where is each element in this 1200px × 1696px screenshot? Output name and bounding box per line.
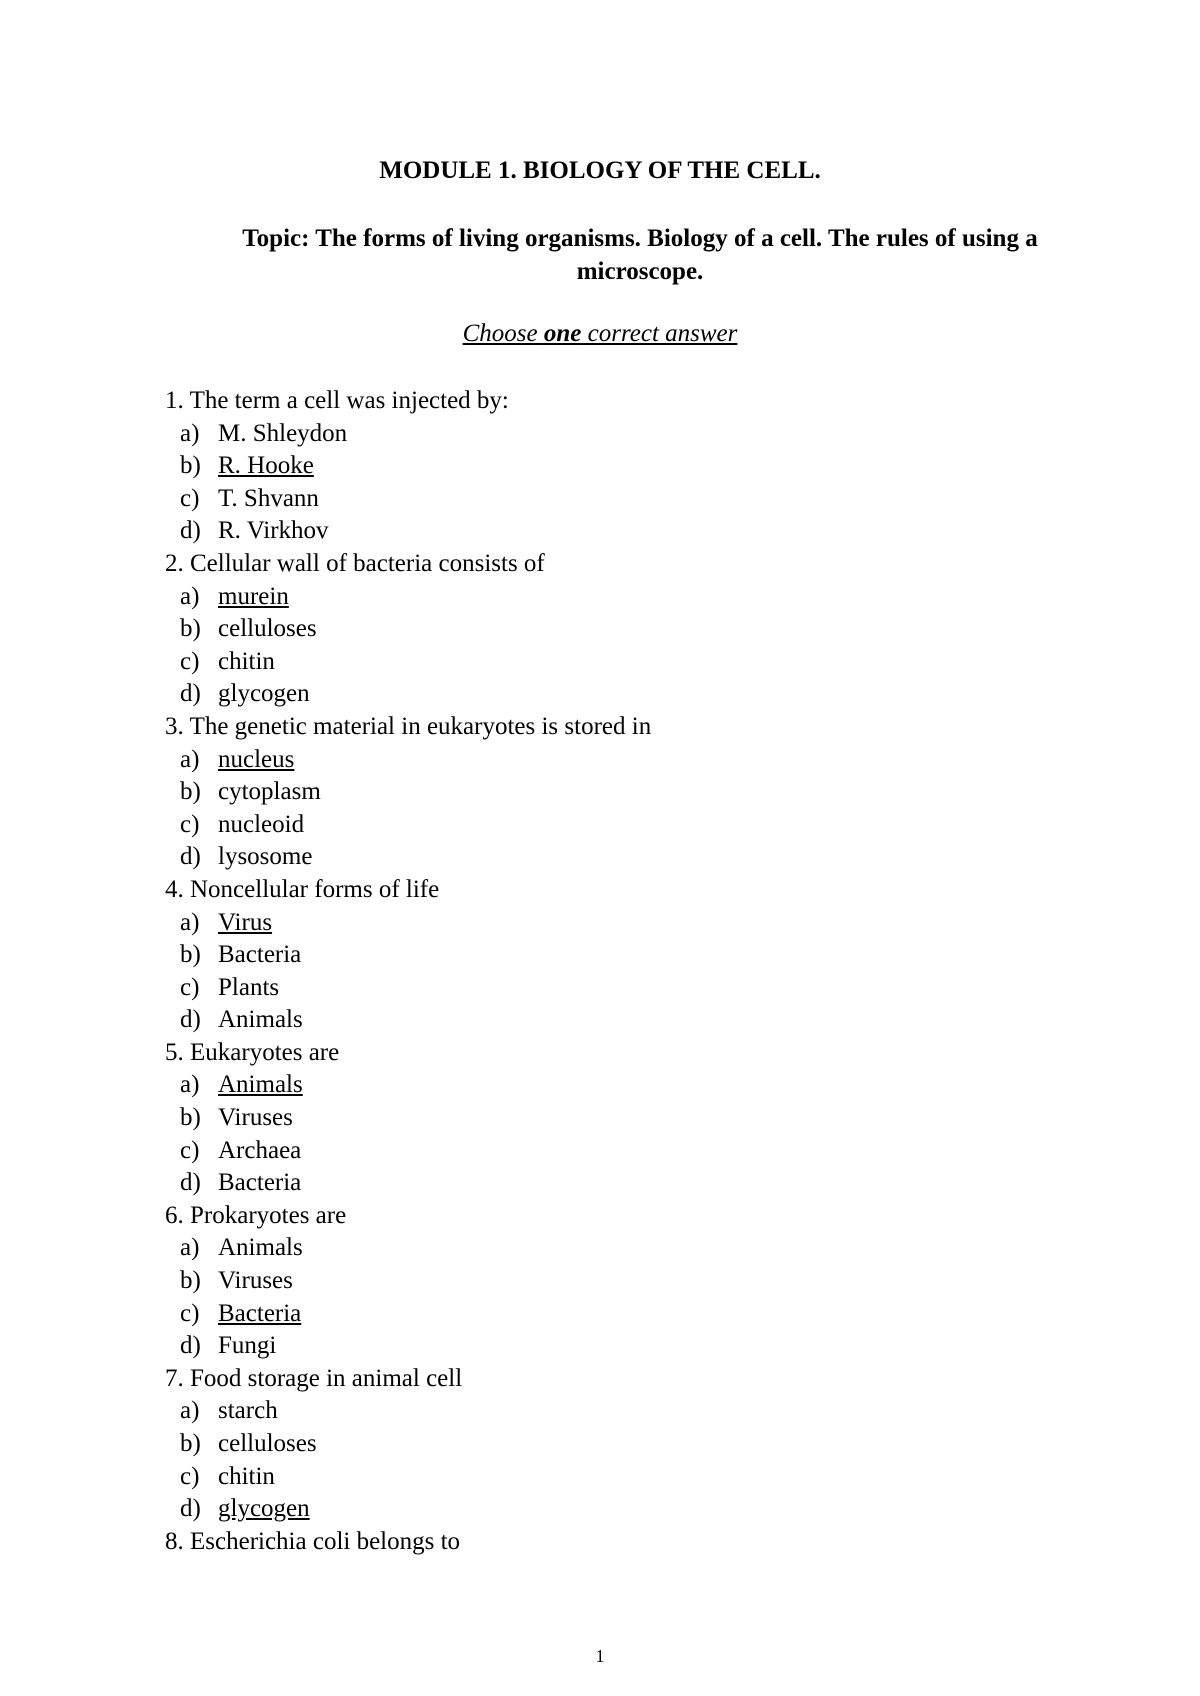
question-number: 1.: [165, 387, 184, 414]
correct-answer-text: Virus: [218, 908, 273, 936]
option-text: Plants: [218, 973, 280, 1001]
option-text: Viruses: [218, 1267, 293, 1295]
option-text: starch: [218, 1397, 278, 1425]
question-text: Eukaryotes are: [190, 1038, 340, 1066]
answer-option: [165, 450, 1065, 483]
answer-option: [165, 646, 1065, 679]
question-1: [165, 385, 1065, 418]
answer-option: [165, 1102, 1065, 1135]
option-letter: b): [180, 941, 201, 969]
instruction-text-end: correct answer: [581, 320, 738, 347]
option-letter: a): [180, 908, 200, 936]
topic-heading: Topic: The forms of living organisms. Biology of a cell. The rules of using a microscope.: [242, 225, 1038, 285]
answer-option: [165, 1167, 1065, 1200]
option-letter: a): [180, 1071, 200, 1099]
option-letter: b): [180, 1430, 201, 1457]
option-text: lysosome: [218, 843, 313, 871]
option-letter: d): [180, 1495, 201, 1523]
answer-option: [165, 1135, 1065, 1168]
answer-option: [165, 581, 1065, 614]
question-text: Cellular wall of bacteria consists of: [190, 549, 545, 577]
option-letter: a): [180, 1397, 200, 1425]
option-text: Archaea: [218, 1136, 302, 1164]
answer-option: [165, 1395, 1065, 1428]
instruction-line: [0, 318, 1200, 350]
answer-option: [165, 1461, 1065, 1494]
answer-option: [165, 841, 1065, 874]
question-3: [165, 711, 1065, 744]
question-list: [165, 385, 1065, 1558]
question-6: [165, 1200, 1065, 1233]
answer-option: [165, 1069, 1065, 1102]
page-number: 1: [595, 1646, 605, 1666]
question-8: [165, 1526, 1065, 1559]
answer-option: [165, 907, 1065, 940]
answer-option: [165, 418, 1065, 451]
answer-option: [165, 613, 1065, 646]
option-text: M. Shleydon: [218, 419, 348, 447]
answer-option: [165, 515, 1065, 548]
option-text: Bacteria: [218, 941, 302, 969]
option-letter: d): [180, 1332, 201, 1360]
question-7: [165, 1363, 1065, 1396]
correct-answer-text: Bacteria: [218, 1299, 302, 1327]
question-2: [165, 548, 1065, 581]
correct-answer-text: Animals: [218, 1071, 303, 1099]
option-text: R. Virkhov: [218, 517, 329, 545]
question-number: 2.: [165, 549, 184, 577]
question-number: 4.: [165, 875, 184, 903]
option-text: chitin: [218, 647, 275, 675]
question-text: Food storage in animal cell: [190, 1364, 463, 1392]
instruction-text-start: Choose: [462, 320, 544, 347]
option-letter: d): [180, 843, 201, 871]
option-letter: d): [180, 1006, 201, 1034]
question-number: 5.: [165, 1038, 184, 1066]
question-4: [165, 874, 1065, 907]
option-letter: d): [180, 517, 201, 545]
option-letter: d): [180, 680, 201, 708]
question-text: The term a cell was injected by:: [189, 387, 509, 414]
answer-option: [165, 483, 1065, 516]
option-letter: a): [180, 1234, 200, 1262]
answer-option: [165, 1330, 1065, 1363]
option-text: cytoplasm: [218, 778, 321, 806]
module-title: MODULE 1. BIOLOGY OF THE CELL.: [379, 157, 821, 184]
answer-option: [165, 744, 1065, 777]
option-letter: c): [180, 1299, 200, 1327]
option-letter: b): [180, 1104, 201, 1132]
answer-option: [165, 809, 1065, 842]
option-letter: b): [180, 778, 201, 806]
option-text: glycogen: [218, 680, 310, 708]
option-text: T. Shvann: [218, 484, 319, 512]
answer-option: [165, 678, 1065, 711]
question-number: 7.: [165, 1364, 184, 1392]
question-text: Escherichia coli belongs to: [190, 1527, 461, 1555]
correct-answer-text: nucleus: [218, 745, 295, 773]
option-text: celluloses: [218, 1430, 317, 1457]
option-letter: b): [180, 452, 201, 480]
option-text: Viruses: [218, 1104, 293, 1132]
option-letter: c): [180, 1136, 200, 1164]
correct-answer-text: R. Hooke: [218, 452, 314, 480]
answer-option: [165, 939, 1065, 972]
option-letter: c): [180, 973, 200, 1001]
option-letter: b): [180, 1267, 201, 1295]
option-letter: d): [180, 1169, 201, 1197]
question-text: Noncellular forms of life: [190, 875, 440, 903]
option-text: chitin: [218, 1462, 275, 1490]
option-text: nucleoid: [218, 810, 305, 838]
option-letter: c): [180, 1462, 200, 1490]
option-text: Animals: [218, 1234, 303, 1262]
option-text: Bacteria: [218, 1169, 302, 1197]
question-text: The genetic material in eukaryotes is stored in: [189, 712, 652, 740]
question-number: 3.: [165, 712, 184, 740]
option-text: Animals: [218, 1006, 303, 1034]
instruction-emphasis: one: [543, 320, 582, 347]
option-letter: b): [180, 615, 201, 643]
correct-answer-text: glycogen: [218, 1495, 310, 1523]
answer-option: [165, 776, 1065, 809]
correct-answer-text: murein: [218, 582, 289, 610]
option-text: celluloses: [218, 615, 317, 643]
answer-option: [165, 972, 1065, 1005]
question-number: 6.: [165, 1201, 184, 1229]
answer-option: [165, 1298, 1065, 1331]
option-letter: c): [180, 647, 200, 675]
option-letter: a): [180, 419, 200, 447]
answer-option: [165, 1232, 1065, 1265]
option-letter: a): [180, 745, 200, 773]
option-letter: c): [180, 484, 200, 512]
answer-option: [165, 1004, 1065, 1037]
option-text: Fungi: [218, 1332, 277, 1360]
answer-option: [165, 1493, 1065, 1526]
answer-option: [165, 1265, 1065, 1298]
question-text: Prokaryotes are: [190, 1201, 347, 1229]
question-number: 8.: [165, 1527, 184, 1555]
option-letter: a): [180, 582, 200, 610]
answer-option: [165, 1428, 1065, 1461]
option-letter: c): [180, 810, 200, 838]
question-5: [165, 1037, 1065, 1070]
